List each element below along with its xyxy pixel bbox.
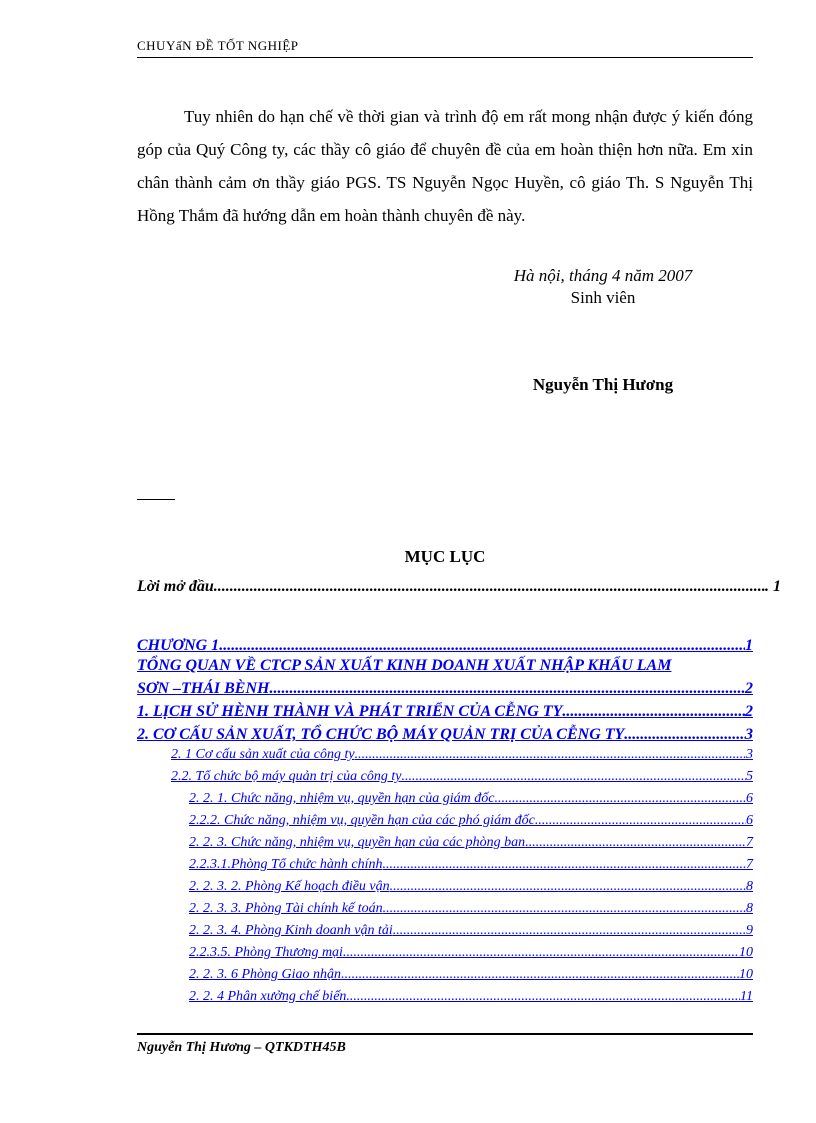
toc-entry-text: 2. 2. 3. 4. Phòng Kinh doanh vận tải [189, 923, 393, 938]
toc-entry-page: 8 [746, 901, 753, 916]
toc-entry-2-2-2[interactable] [189, 813, 753, 829]
toc-entry-text: CHƯƠNG 1 [137, 637, 220, 654]
toc-entry-text: 2.2.3.5. Phòng Thương mại [189, 945, 343, 960]
toc-entry-2-2-3-2[interactable] [189, 879, 753, 895]
running-header: CHUYấN ĐỀ TỐT NGHIỆP [137, 38, 299, 53]
signer-name: Nguyễn Thị Hương [532, 375, 674, 394]
toc-entry-text: 2. 2. 3. 2. Phòng Kế hoạch điều vận [189, 879, 390, 894]
toc-entry-text: 2. 2. 3. 6 Phòng Giao nhận [189, 967, 342, 982]
toc-title: MỤC LỤC [404, 547, 486, 566]
toc-entry-text: 2. CƠ CẤU SẢN XUẤT, TỔ CHỨC BỘ MÁY QUẢN TRỊ CỦA CỄNG TY [137, 726, 625, 743]
toc-entry-text: Lời mở đầu [137, 578, 214, 595]
toc-entry-page: 8 [746, 879, 753, 894]
toc-leader [562, 703, 745, 721]
toc-entry-2-2-3-5[interactable] [189, 945, 753, 961]
toc-leader [401, 769, 746, 785]
toc-entry-page: 3 [745, 726, 753, 743]
toc-entry-text: 2.2.3.1.Phòng Tổ chức hành chính [189, 857, 383, 872]
toc-entry-page: 7 [746, 857, 753, 872]
closing-paragraph: Tuy nhiên do hạn chế về thời gian và trình độ em rất mong nhận được ý kiến đóng góp của Quý Công ty, các thầy cô giáo để chuyên đề của em hoàn thiện hơn nữa. Em xin chân thành cảm ơn thầy giáo PGS. TS Nguyễn Ngọc Huyền, cô giáo Th. S Nguyễn Thị Hồng Thắm đã hướng dẫn em hoàn thành chuyên đề này. [137, 107, 753, 225]
toc-entry-text: 2. 2. 1. Chức năng, nhiệm vụ, quyền hạn của giám đốc [189, 791, 495, 806]
toc-entry-text: 2.2.2. Chức năng, nhiệm vụ, quyền hạn của các phó giám đốc [189, 813, 535, 828]
footnote-separator [137, 499, 175, 500]
toc-entry-2-2-3-6[interactable] [189, 967, 753, 983]
toc-entry-page: 10 [739, 967, 753, 982]
toc-entry-text: 2. 2. 4 Phân xưởng chế biến [189, 989, 347, 1004]
toc-entry-2-2-4[interactable] [189, 989, 753, 1005]
toc-entry-page: 10 [739, 945, 753, 960]
toc-entry-2-2-1[interactable] [189, 791, 753, 807]
toc-leader [219, 637, 745, 655]
toc-entry-page: 6 [746, 813, 753, 828]
footer-rule [137, 1033, 753, 1035]
signer-role: Sinh viên [570, 288, 636, 307]
toc-entry-text: 2. 2. 3. Chức năng, nhiệm vụ, quyền hạn của các phòng ban [189, 835, 526, 850]
running-footer: Nguyễn Thị Hương – QTKDTH45B [137, 1040, 346, 1055]
toc-leader [343, 945, 739, 961]
header-rule [137, 57, 753, 58]
toc-entry-chapter-1-title-cont[interactable] [137, 680, 753, 698]
toc-leader [393, 923, 746, 939]
toc-entry-text: 1. LỊCH SỬ HÈNH THÀNH VÀ PHÁT TRIỂN CỦA CỄNG TY [137, 703, 563, 720]
toc-entry-page: 9 [746, 923, 753, 938]
toc-entry-2-2[interactable] [171, 769, 753, 785]
toc-leader [383, 901, 746, 917]
toc-entry-page: 6 [746, 791, 753, 806]
toc-entry-section-1[interactable] [137, 703, 753, 721]
toc-leader [214, 578, 765, 596]
toc-entry-text: SƠN –THÁI BÈNH [137, 680, 270, 697]
toc-entry-page: 5 [746, 769, 753, 784]
toc-leader [269, 680, 745, 698]
toc-entry-2-2-3-1[interactable] [189, 857, 753, 873]
toc-leader [341, 967, 739, 983]
toc-entry-page: 2 [745, 680, 753, 697]
toc-entry-2-2-3-3[interactable] [189, 901, 753, 917]
toc-entry-text: 2.2. Tổ chức bộ máy quản trị của công ty [171, 769, 402, 784]
toc-entry-text: 2. 1 Cơ cấu sản xuất của công ty [171, 747, 355, 762]
toc-entry-text: TỔNG QUAN VỀ CTCP SẢN XUẤT KINH DOANH XUẤT NHẬP KHẨU LAM [137, 657, 672, 674]
toc-leader [624, 726, 745, 744]
toc-entry-page: 1 [745, 637, 753, 654]
toc-entry-page: 2 [745, 703, 753, 720]
toc-entry-text: 2. 2. 3. 3. Phòng Tài chính kế toán [189, 901, 383, 916]
toc-entry-page: 3 [746, 747, 753, 762]
toc-entry-section-2[interactable] [137, 726, 753, 744]
toc-leader [383, 857, 746, 873]
toc-leader [390, 879, 746, 895]
toc-entry-2-2-3[interactable] [189, 835, 753, 851]
toc-entry-intro [137, 578, 781, 596]
toc-entry-page: 7 [746, 835, 753, 850]
toc-leader [346, 989, 740, 1005]
toc-entry-chapter-1-title[interactable] [137, 657, 753, 675]
toc-leader [525, 835, 746, 851]
toc-entry-page: 11 [740, 989, 753, 1004]
toc-leader [494, 791, 746, 807]
toc-entry-2-1[interactable] [171, 747, 753, 763]
toc-leader [355, 747, 746, 763]
toc-entry-page: . 1 [765, 578, 781, 595]
place-date: Hà nội, tháng 4 năm 2007 [513, 266, 693, 285]
toc-leader [535, 813, 746, 829]
toc-entry-2-2-3-4[interactable] [189, 923, 753, 939]
toc-entry-chapter-1[interactable] [137, 637, 753, 655]
